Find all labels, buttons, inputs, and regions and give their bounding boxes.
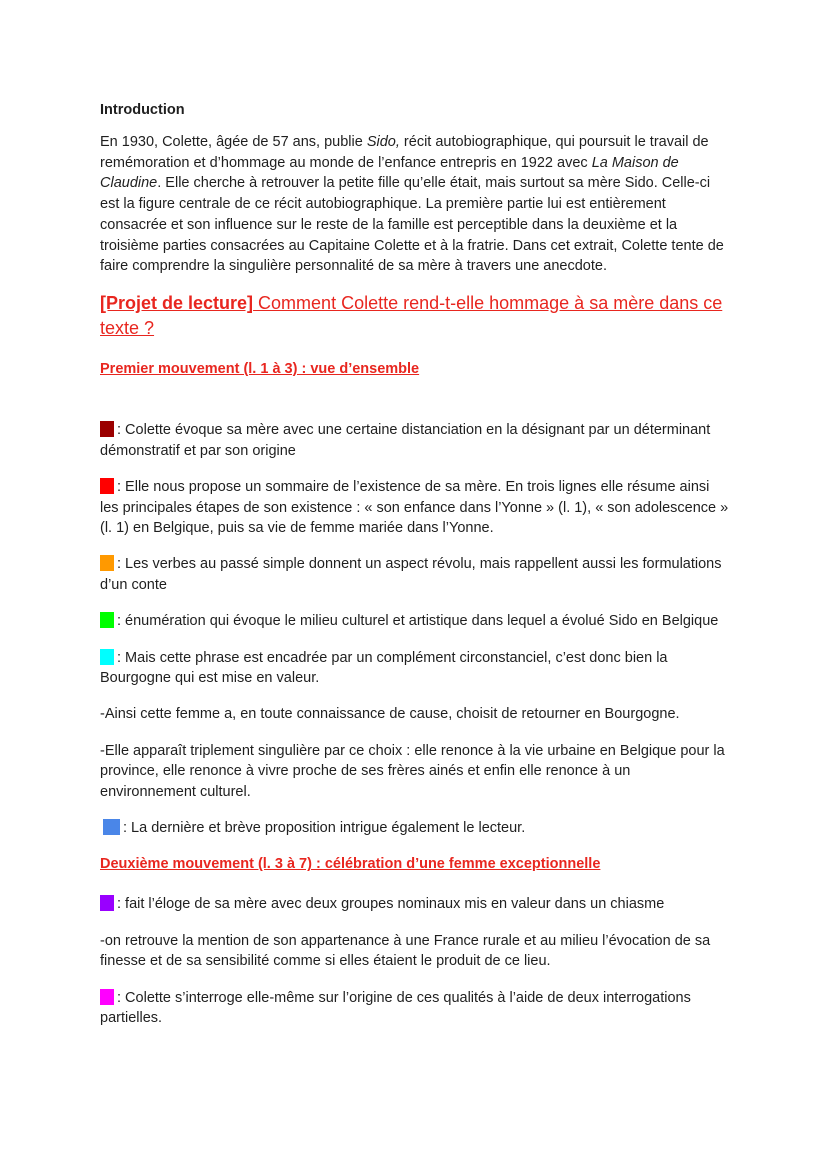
projet-question: Comment Colette rend-t-elle hommage à sa mère dans ce texte ? — [100, 292, 723, 338]
mvt1-item-dark-red — [100, 420, 730, 461]
mvt2-item-text: : Colette s’interroge elle-même sur l’origine de ces qualités à l’aide de deux interrogations partielles. — [100, 989, 691, 1027]
projet-de-lecture — [100, 291, 730, 341]
mvt1-item-orange — [100, 554, 730, 595]
projet-label: [Projet de lecture] — [100, 292, 254, 313]
blue-square-icon — [103, 819, 120, 835]
mvt1-item-text: : Mais cette phrase est encadrée par un complément circonstanciel, c’est donc bien la Bourgogne qui est mise en valeur. — [100, 649, 668, 687]
intro-paragraph — [100, 132, 730, 277]
mvt1-item-green — [100, 611, 730, 632]
mvt2-item-purple — [100, 894, 730, 915]
purple-square-icon — [100, 895, 114, 911]
mouvement-1-heading: Premier mouvement (l. 1 à 3) : vue d’ensemble — [100, 360, 420, 377]
mvt1-item-text: : La dernière et brève proposition intrigue également le lecteur. — [123, 820, 526, 837]
mvt1-note-2: -Elle apparaît triplement singulière par ce choix : elle renonce à la vie urbaine en Belgique pour la province, elle renonce à vivre proche de ses frères ainés et enfin elle renonce à un environnement culturel. — [100, 742, 725, 801]
intro-heading: Introduction — [100, 102, 185, 118]
orange-square-icon — [100, 555, 114, 571]
intro-text-3: . Elle cherche à retrouver la petite fille qu’elle était, mais surtout sa mère Sido. Celle-ci est la figure centrale de ce récit autobiographique. La première partie lui est entièrement consacrée et son influence sur le reste de la famille est perceptible dans la deuxième et la troisième parties consacrées au Capitaine Colette et à la fratrie. Dans cet extrait, Colette tente de faire comprendre la singulière personnalité de sa mère à travers une anecdote. — [100, 175, 724, 275]
mvt1-item-blue — [100, 818, 730, 839]
mvt2-item-text: : fait l’éloge de sa mère avec deux groupes nominaux mis en valeur dans un chiasme — [117, 896, 665, 913]
intro-title-sido: Sido, — [366, 134, 400, 150]
document-content — [100, 100, 730, 1044]
cyan-square-icon — [100, 649, 114, 665]
red-square-icon — [100, 478, 114, 494]
mvt1-item-text: : Elle nous propose un sommaire de l’existence de sa mère. En trois lignes elle résume ainsi les principales étapes de son existence : « son enfance dans l’Yonne » (l. 1), « son adolescence » (l. 1) en Belgique, puis sa vie de femme mariée dans l’Yonne. — [100, 478, 729, 537]
magenta-square-icon — [100, 989, 114, 1005]
dark-red-square-icon — [100, 421, 114, 437]
mvt1-item-red — [100, 477, 730, 539]
intro-text-2: récit autobiographique, qui poursuit le travail de remémoration et d’hommage au monde de l’enfance entrepris en 1922 avec — [100, 134, 709, 171]
mvt1-item-text: : Colette évoque sa mère avec une certaine distanciation en la désignant par un déterminant démonstratif et par son origine — [100, 421, 711, 459]
mvt1-item-text: : Les verbes au passé simple donnent un aspect révolu, mais rappellent aussi les formulations d’un conte — [100, 556, 722, 594]
mvt2-note-1: -on retrouve la mention de son appartenance à une France rurale et au milieu l’évocation de sa finesse et de sa sensibilité comme si elles étaient le produit de ce lieu. — [100, 932, 711, 970]
green-square-icon — [100, 612, 114, 628]
mvt1-note-1: -Ainsi cette femme a, en toute connaissance de cause, choisit de retourner en Bourgogne. — [100, 706, 680, 723]
mvt2-item-magenta — [100, 988, 730, 1029]
mvt1-item-cyan — [100, 648, 730, 689]
intro-text-1: En 1930, Colette, âgée de 57 ans, publie — [100, 134, 367, 150]
intro-title-maison: La Maison de Claudine — [100, 154, 679, 192]
mvt1-item-text: : énumération qui évoque le milieu culturel et artistique dans lequel a évolué Sido en Belgique — [117, 613, 719, 630]
mouvement-2-heading: Deuxième mouvement (l. 3 à 7) : célébration d’une femme exceptionnelle — [100, 856, 601, 873]
